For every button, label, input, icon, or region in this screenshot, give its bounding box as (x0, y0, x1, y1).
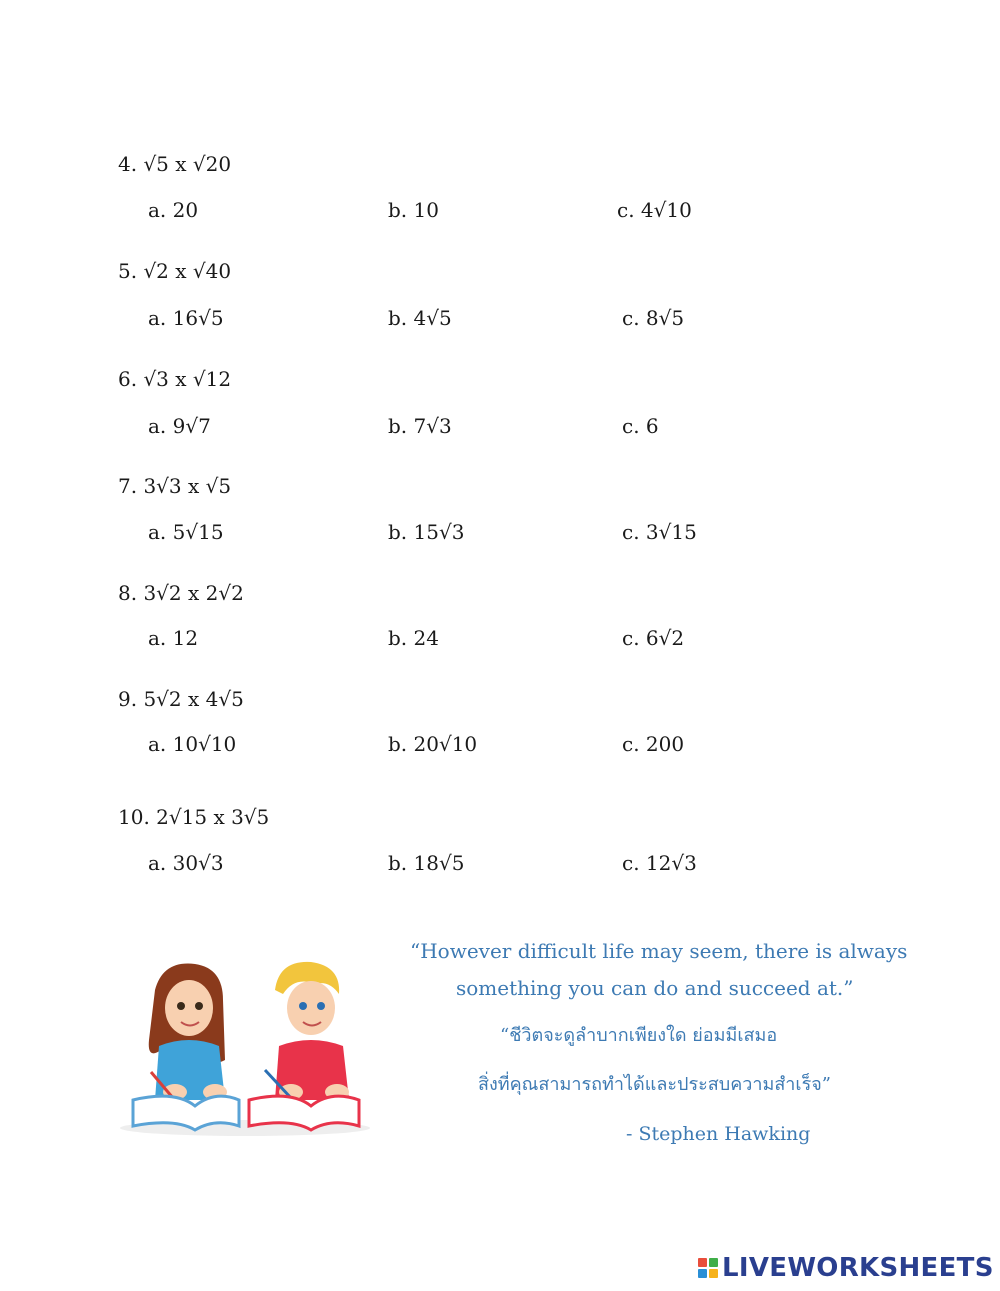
question-10: 10. 2√15 x 3√5 (118, 805, 270, 829)
question-6: 6. √3 x √12 (118, 367, 232, 391)
q4-option-b[interactable]: b. 10 (388, 198, 439, 222)
q4-option-c[interactable]: c. 4√10 (617, 198, 692, 222)
q7-option-c[interactable]: c. 3√15 (622, 520, 697, 544)
question-4: 4. √5 x √20 (118, 152, 232, 176)
question-7: 7. 3√3 x √5 (118, 474, 232, 498)
quote-line-1: “However difficult life may seem, there is always (410, 939, 908, 963)
logo-grid-icon (698, 1258, 718, 1278)
q5-option-b[interactable]: b. 4√5 (388, 306, 452, 330)
q4-option-a[interactable]: a. 20 (148, 198, 199, 222)
q7-option-b[interactable]: b. 15√3 (388, 520, 465, 544)
kids-studying-illustration (115, 950, 375, 1140)
q10-option-b[interactable]: b. 18√5 (388, 851, 465, 875)
q6-option-a[interactable]: a. 9√7 (148, 414, 211, 438)
q6-option-b[interactable]: b. 7√3 (388, 414, 452, 438)
question-9: 9. 5√2 x 4√5 (118, 687, 244, 711)
quote-thai-line-1: “ชีวิตจะดูลำบากเพียงใด ย่อมมีเสมอ (500, 1025, 778, 1046)
liveworksheets-logo[interactable] (698, 1253, 994, 1283)
q8-option-a[interactable]: a. 12 (148, 626, 199, 650)
quote-author: - Stephen Hawking (626, 1123, 811, 1145)
q9-option-a[interactable]: a. 10√10 (148, 732, 237, 756)
q7-option-a[interactable]: a. 5√15 (148, 520, 224, 544)
q5-option-c[interactable]: c. 8√5 (622, 306, 685, 330)
q9-option-b[interactable]: b. 20√10 (388, 732, 478, 756)
q8-option-c[interactable]: c. 6√2 (622, 626, 685, 650)
q9-option-c[interactable]: c. 200 (622, 732, 685, 756)
q5-option-a[interactable]: a. 16√5 (148, 306, 224, 330)
question-5: 5. √2 x √40 (118, 259, 232, 283)
q10-option-c[interactable]: c. 12√3 (622, 851, 697, 875)
q6-option-c[interactable]: c. 6 (622, 414, 659, 438)
q8-option-b[interactable]: b. 24 (388, 626, 439, 650)
logo-text: LIVEWORKSHEETS (722, 1253, 994, 1283)
quote-thai-line-2: สิ่งที่คุณสามารถทำได้และประสบความสำเร็จ” (478, 1074, 831, 1095)
question-8: 8. 3√2 x 2√2 (118, 581, 244, 605)
quote-line-2: something you can do and succeed at.” (456, 976, 854, 1000)
q10-option-a[interactable]: a. 30√3 (148, 851, 224, 875)
